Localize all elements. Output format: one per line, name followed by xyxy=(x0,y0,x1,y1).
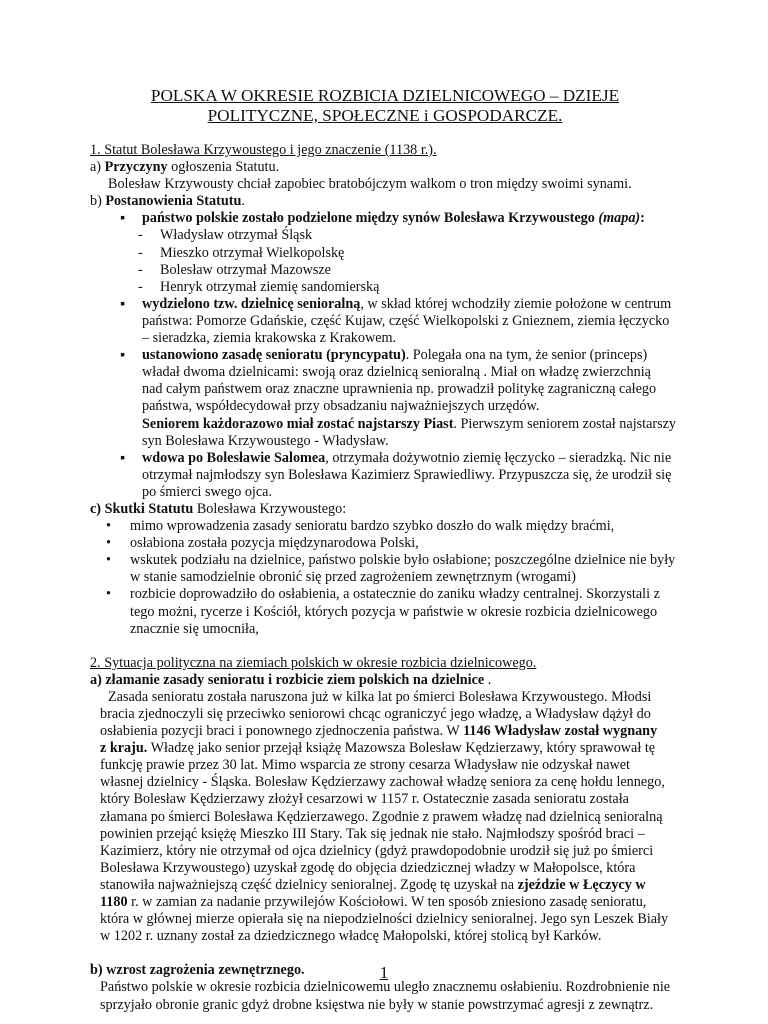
section-1-heading: 1. Statut Bolesława Krzywoustego i jego znaczenie (1138 r.). xyxy=(90,142,437,158)
list-item xyxy=(90,535,690,552)
list-item-text: , otrzymała dożywotnio ziemię łęczycko – sieradzką. Nic nie xyxy=(325,449,672,466)
title-line-1: POLSKA W OKRESIE ROZBICIA DZIELNICOWEGO – DZIEJE xyxy=(150,86,620,105)
paragraph-text: r. w zamian za nadanie przywilejów Kościołowi. W ten sposób zniesiono zasadę senioratu, xyxy=(127,894,647,911)
dash-bullet-icon: - xyxy=(138,244,143,261)
section-2a-end: . xyxy=(484,671,492,688)
paragraph-line: Państwo polskie w okresie rozbicia dzielnicowemu uległo znacznemu osłabieniu. Rozdrobnienie nie xyxy=(100,979,671,996)
list-item-continuation: otrzymał najmłodszy syn Bolesława Kazimierz Sprawiedliwy. Przypuszcza się, że urodził się xyxy=(142,466,672,483)
label-a: a) xyxy=(90,159,105,176)
document-body xyxy=(90,142,690,1014)
list-item-bold: państwo polskie zostało podzielone między synów Bolesława Krzywoustego xyxy=(142,210,599,227)
exile-bold: z kraju. xyxy=(100,740,148,757)
list-item xyxy=(90,586,690,603)
list-item-text: Władysław otrzymał Śląsk xyxy=(160,227,313,244)
section-2a-bold: a) złamanie zasady senioratu i rozbicie ziem polskich na dzielnice xyxy=(90,671,485,688)
list-item xyxy=(90,347,690,364)
paragraph-line: własnej dzielnicy - Śląska. Bolesław Kędzierzawy zachował władzę seniora za cenę hołdu lennego, xyxy=(100,774,665,791)
list-item-bold: wdowa po Bolesławie Salomea xyxy=(142,449,326,466)
list-item-text: Henryk otrzymał ziemię sandomierską xyxy=(160,278,380,295)
list-item-continuation: tego możni, rycerze i Kościół, których pozycja w państwie w okresie rozbicia dzielnicowego xyxy=(130,603,658,620)
page-number: 1 xyxy=(379,963,389,982)
list-item-text: . Pierwszym seniorem został najstarszy xyxy=(453,415,677,432)
dash-bullet-icon: - xyxy=(138,278,143,295)
label-a-bold: Przyczyny xyxy=(104,159,168,176)
list-item-bold: wydzielono tzw. dzielnicę senioralną xyxy=(142,295,361,312)
section-2-heading: 2. Sytuacja polityczna na ziemiach polskich w okresie rozbicia dzielnicowego. xyxy=(90,654,537,671)
list-item xyxy=(90,227,690,244)
list-item xyxy=(90,210,690,227)
list-item-continuation: po śmierci swego ojca. xyxy=(142,483,273,500)
list-item-continuation: syn Bolesława Krzywoustego - Władysław. xyxy=(142,432,389,449)
label-b-bold: Postanowienia Statutu xyxy=(105,193,242,210)
section-1b-heading xyxy=(90,193,690,210)
list-item-text: , w skład której wchodziły ziemie położone w centrum xyxy=(360,295,672,312)
list-item-text: Mieszko otrzymał Wielkopolskę xyxy=(160,244,345,261)
square-bullet-icon: ▪ xyxy=(120,347,126,364)
list-item-continuation: w stanie samodzielnie obronić się przed zagrożeniem zewnętrznym (wrogami) xyxy=(130,569,576,586)
square-bullet-icon: ▪ xyxy=(120,210,126,227)
year-bold: 1180 xyxy=(100,894,128,911)
round-bullet-icon: • xyxy=(106,552,111,569)
list-item xyxy=(90,245,690,262)
list-item-continuation: znacznie się umocniła, xyxy=(130,620,259,637)
list-item-text: mimo wprowadzenia zasady senioratu bardzo szybko doszło do walk między braćmi, xyxy=(130,518,615,535)
square-bullet-icon: ▪ xyxy=(120,449,126,466)
label-a-rest: ogłoszenia Statutu. xyxy=(167,159,280,176)
senior-rule-bold: Seniorem każdorazowo miał zostać najstarszy Piast xyxy=(142,415,454,432)
section-1a-text: Bolesław Krzywousty chciał zapobiec bratobójczym walkom o tron między swoimi synami. xyxy=(108,176,632,193)
list-item-continuation: władał dwoma dzielnicami: swoją oraz dzielnicą senioralną . Miał on władzę zwierzchnią xyxy=(142,364,651,381)
list-item-continuation: państwa: Pomorze Gdańskie, część Kujaw, część Wielkopolski z Gnieznem, ziemia łęczycko xyxy=(142,312,670,329)
paragraph-line: która w głównej mierze opierała się na niepodzielności dzielnicy senioralnej. Jego syn Leszek Biały xyxy=(100,911,669,928)
paragraph-line xyxy=(100,877,690,894)
square-bullet-icon: ▪ xyxy=(120,295,126,312)
list-item-continuation: nad całym państwem oraz znaczne uprawnienia np. prowadził politykę zagraniczną całego xyxy=(142,381,657,398)
list-item-continuation: państwa, współdecydował przy obsadzaniu najważniejszych urzędów. xyxy=(142,398,540,415)
round-bullet-icon: • xyxy=(106,518,111,535)
list-item-end: : xyxy=(640,210,645,227)
paragraph-line: funkcję prawie przez 30 lat. Mimo wsparcia ze strony cesarza Władysław nie odzyskał nawet xyxy=(100,757,630,774)
label-b-rest: . xyxy=(241,193,245,210)
round-bullet-icon: • xyxy=(106,535,111,552)
paragraph-text: stanowiła najważniejszą część dzielnicy senioralnej. Zgodę tę uzyskał na xyxy=(100,876,518,893)
list-item xyxy=(90,279,690,296)
list-item-continuation: – sieradzka, ziemia krakowska z Krakowem. xyxy=(142,330,397,347)
label-b: b) xyxy=(90,193,106,210)
document-title xyxy=(90,86,680,126)
dash-bullet-icon: - xyxy=(138,227,143,244)
paragraph-text: Władzę jako senior przejął książę Mazowsza Bolesław Kędzierzawy, który sprawował tę xyxy=(147,740,656,757)
paragraph-text: osłabienia pozycji braci i ponownego zjednoczenia państwa. W xyxy=(100,723,464,740)
paragraph-line: w 1202 r. uznany został za dziedzicznego władcę Małopolski, której stolicą był Karków. xyxy=(100,928,602,945)
paragraph-line: Kazimierz, który nie otrzymał od ojca dzielnicy (gdyż prawdopodobnie urodził się już po śmierci xyxy=(100,842,654,859)
list-item xyxy=(90,518,690,535)
dash-bullet-icon: - xyxy=(138,261,143,278)
list-item-text: Bolesław otrzymał Mazowsze xyxy=(160,261,331,278)
list-item xyxy=(90,296,690,313)
list-item-bold: ustanowiono zasadę senioratu (pryncypatu) xyxy=(142,347,406,364)
title-line-2: POLITYCZNE, SPOŁECZNE i GOSPODARCZE. xyxy=(207,106,563,125)
section-2a-heading xyxy=(90,672,690,689)
paragraph-line: sprzyjało obronie granic gdyż drobne księstwa nie były w stanie powstrzymać agresji z zewnątrz. xyxy=(100,996,654,1013)
paragraph-line: bracia zjednoczyli się przeciwko seniorowi chcąc ograniczyć jego władzę, a Władysław dążył do xyxy=(100,706,651,722)
section-2a-paragraph xyxy=(90,689,690,945)
paragraph-line: który Bolesław Kędzierzawy złożył cesarzowi w 1157 r. Ostatecznie zasada senioratu została xyxy=(100,791,629,808)
round-bullet-icon: • xyxy=(106,586,111,603)
list-item-continuation xyxy=(90,416,690,433)
list-item-text: rozbicie doprowadziło do osłabienia, a ostatecznie do zaniku władzy centralnej. Skorzystali z xyxy=(130,586,660,603)
section-1c-heading xyxy=(90,501,690,518)
map-reference: (mapa) xyxy=(598,210,641,227)
list-item-text: . Polegała ona na tym, że senior (princeps) xyxy=(405,347,648,364)
exile-date-bold: 1146 Władysław został wygnany xyxy=(463,723,658,740)
paragraph-line xyxy=(100,740,690,757)
section-2b-paragraph xyxy=(90,979,690,1013)
list-item-text: osłabiona została pozycja międzynarodowa Polski, xyxy=(130,535,419,552)
paragraph-line: Bolesława Krzywoustego) uzyskał zgodę do objęcia dziedzicznej władzy w Małopolsce, która xyxy=(100,859,636,876)
list-item xyxy=(90,262,690,279)
section-1a-heading xyxy=(90,159,690,176)
paragraph-line: Zasada senioratu została naruszona już w kilka lat po śmierci Bolesława Krzywoustego. Młodsi xyxy=(108,688,652,705)
paragraph-line xyxy=(100,723,690,740)
leczyca-bold: zjeździe w Łęczycy w xyxy=(517,876,646,893)
label-c-bold: c) Skutki Statutu xyxy=(90,500,194,517)
paragraph-line: powinien przejąć księżę Mieszko III Stary. Tak się jednak nie stało. Najmłodszy spośród braci – xyxy=(100,825,645,842)
paragraph-line: złamana po śmierci Bolesława Kędzierzawego. Zgodnie z prawem władzę nad dzielnicą senioralną xyxy=(100,808,663,825)
list-item xyxy=(90,552,690,569)
list-item-text: wskutek podziału na dzielnice, państwo polskie było osłabione; poszczególne dzielnice nie były xyxy=(130,552,676,569)
label-c-rest: Bolesława Krzywoustego: xyxy=(193,500,347,517)
section-2b-heading: b) wzrost zagrożenia zewnętrznego. xyxy=(90,962,305,979)
paragraph-line xyxy=(100,894,690,911)
list-item xyxy=(90,450,690,467)
